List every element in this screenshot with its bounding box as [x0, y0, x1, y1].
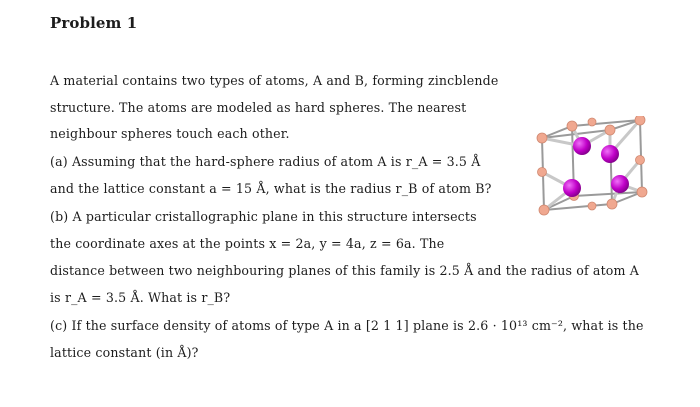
text-line-11: lattice constant (in Å)? — [50, 345, 199, 360]
text-line-3: neighbour spheres touch each other. — [50, 126, 290, 141]
text-line-1: A material contains two types of atoms, A and B, forming zincblende — [50, 73, 499, 88]
problem-title: Problem 1 — [50, 14, 138, 32]
text-line-5: and the lattice constant a = 15 Å, what is the radius r_B of atom B? — [50, 181, 492, 196]
text-line-4: (a) Assuming that the hard-sphere radius of atom A is r_A = 3.5 Å — [50, 154, 481, 169]
text-line-8: distance between two neighbouring planes of this family is 2.5 Å and the radius of atom A — [50, 263, 640, 278]
bonds — [542, 120, 642, 210]
text-line-9: is r_A = 3.5 Å. What is r_B? — [50, 290, 231, 305]
text-line-7: the coordinate axes at the points x = 2a, y = 4a, z = 6a. The — [50, 236, 445, 251]
zincblende-unit-cell-icon — [532, 116, 650, 224]
text-line-2: structure. The atoms are modeled as hard spheres. The nearest — [50, 100, 467, 115]
text-line-6: (b) A particular cristallographic plane in this structure intersects — [50, 209, 477, 224]
text-line-10: (c) If the surface density of atoms of type A in a [2 1 1] plane is 2.6 · 10¹³ cm⁻², what is the — [50, 318, 644, 333]
unit-cell-drawing — [532, 116, 650, 224]
